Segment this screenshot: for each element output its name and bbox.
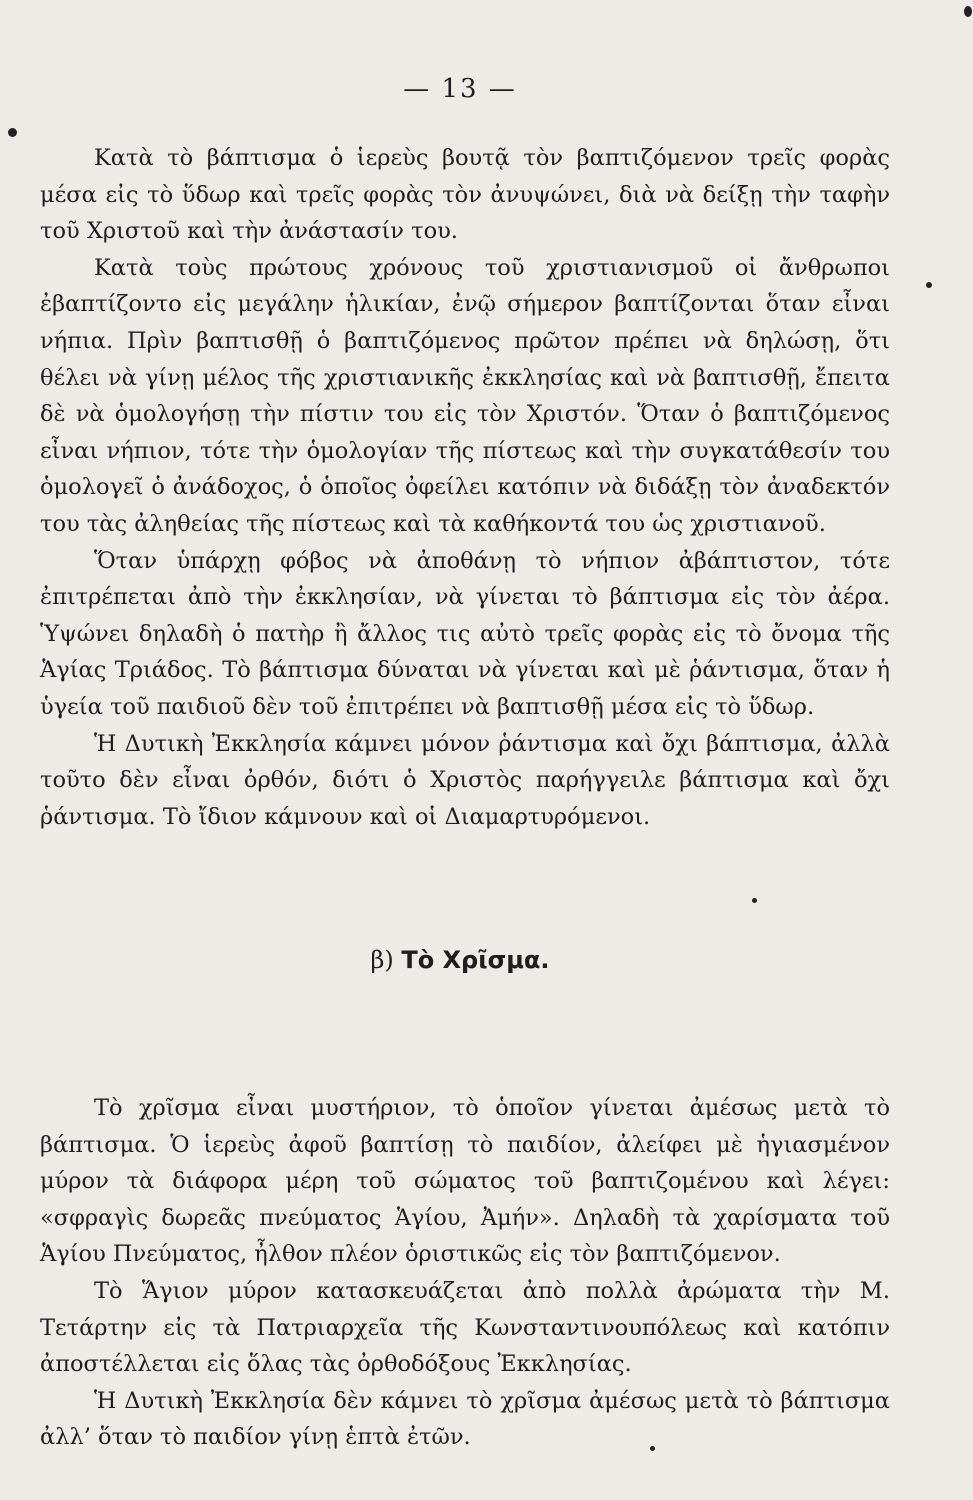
paragraph-holy-myron: Τὸ Ἅγιον μύρον κατασκευάζεται ἀπὸ πολλὰ ἀρώματα τὴν Μ. Τετάρτην εἰς τὰ Πατριαρχεῖα τῆς Κωνσταντινουπόλεως καὶ κατόπιν ἀποστέλλεται εἰς ὅλας τὰς ὀρθοδόξους Ἐκκλησίας. [40,1277,890,1378]
baptism-section-text [40,140,890,835]
section-heading-prefix: β) [370,946,394,974]
paragraph-immersion: Κατὰ τὸ βάπτισμα ὁ ἱερεὺς βουτᾷ τὸν βαπτιζόμενον τρεῖς φορὰς μέσα εἰς τὸ ὕδωρ καὶ τρεῖς φορὰς τὸν ἀνυψώνει, διὰ νὰ δείξῃ τὴν ταφὴν τοῦ Χριστοῦ καὶ τὴν ἀνάστασίν του. [40,145,890,245]
paragraph-air-baptism: Ὅταν ὑπάρχῃ φόβος νὰ ἀποθάνῃ τὸ νήπιον ἀβάπτιστον, τότε ἐπιτρέπεται ἀπὸ τὴν ἐκκλησίαν, νὰ γίνεται τὸ βάπτισμα εἰς τὸν ἀέρα. Ὑψώνει δηλαδὴ ὁ πατὴρ ἢ ἄλλος τις αὐτὸ τρεῖς φορὰς εἰς τὸ ὄνομα τῆς Ἁγίας Τριάδος. Τὸ βάπτισμα δύναται νὰ γίνεται καὶ μὲ ῥάντισμα, ὅταν ἡ ὑγεία τοῦ παιδιοῦ δὲν τοῦ ἐπιτρέπει νὰ βαπτισθῇ μέσα εἰς τὸ ὕδωρ. [40,547,890,720]
print-speck [8,128,17,137]
print-speck [964,6,972,17]
chrism-section-text [40,1090,890,1456]
paragraph-western-church: Ἡ Δυτικὴ Ἐκκλησία κάμνει μόνον ῥάντισμα καὶ ὄχι βάπτισμα, ἀλλὰ τοῦτο δὲν εἶναι ὀρθόν, διότι ὁ Χριστὸς παρήγγειλε βάπτισμα καὶ ὄχι ῥάντισμα. Τὸ ἴδιον κάμνουν καὶ οἱ Διαμαρτυρόμενοι. [40,730,890,830]
paragraph-western-chrism: Ἡ Δυτικὴ Ἐκκλησία δὲν κάμνει τὸ χρῖσμα ἀμέσως μετὰ τὸ βάπτισμα ἀλλ’ ὅταν τὸ παιδίον γίνῃ ἑπτὰ ἐτῶν. [40,1387,890,1451]
section-heading [0,946,920,974]
section-heading-title: Τὸ Χρῖσμα. [401,946,550,974]
paragraph-early-baptism: Κατὰ τοὺς πρώτους χρόνους τοῦ χριστιανισμοῦ οἱ ἄνθρωποι ἐβαπτίζοντο εἰς μεγάλην ἡλικίαν, ἐνῷ σήμερον βαπτίζονται ὅταν εἶναι νήπια. Πρὶν βαπτισθῇ ὁ βαπτιζόμενος πρῶτον πρέπει νὰ δηλώσῃ, ὅτι θέλει νὰ γίνῃ μέλος τῆς χριστιανικῆς ἐκκλησίας καὶ νὰ βαπτισθῇ, ἔπειτα δὲ νὰ ὁμολογήσῃ τὴν πίστιν του εἰς τὸν Χριστόν. Ὅταν ὁ βαπτιζόμενος εἶναι νήπιον, τότε τὴν ὁμολογίαν τῆς πίστεως καὶ τὴν συγκατάθεσίν του ὁμολογεῖ ὁ ἀνάδοχος, ὁ ὁποῖος ὀφείλει κατόπιν νὰ διδάξῃ τὸν ἀναδεκτόν του τὰς ἀληθείας τῆς πίστεως καὶ τὰ καθήκοντά του ὡς χριστιανοῦ. [40,254,890,537]
page-number: — 13 — [403,74,517,104]
paragraph-chrism-definition: Τὸ χρῖσμα εἶναι μυστήριον, τὸ ὁποῖον γίνεται ἀμέσως μετὰ τὸ βάπτισμα. Ὁ ἱερεὺς ἀφοῦ βαπτίσῃ τὸ παιδίον, ἀλείφει μὲ ἡγιασμένον μύρον τὰ διάφορα μέρη τοῦ σώματος τοῦ βαπτιζομένου καὶ λέγει: «σφραγὶς δωρεᾶς πνεύματος Ἁγίου, Ἀμήν». Δηλαδὴ τὰ χαρίσματα τοῦ Ἁγίου Πνεύματος, ἦλθον πλέον ὁριστικῶς εἰς τὸν βαπτιζόμενον. [40,1095,890,1268]
print-speck [752,898,757,903]
print-speck [926,282,932,288]
